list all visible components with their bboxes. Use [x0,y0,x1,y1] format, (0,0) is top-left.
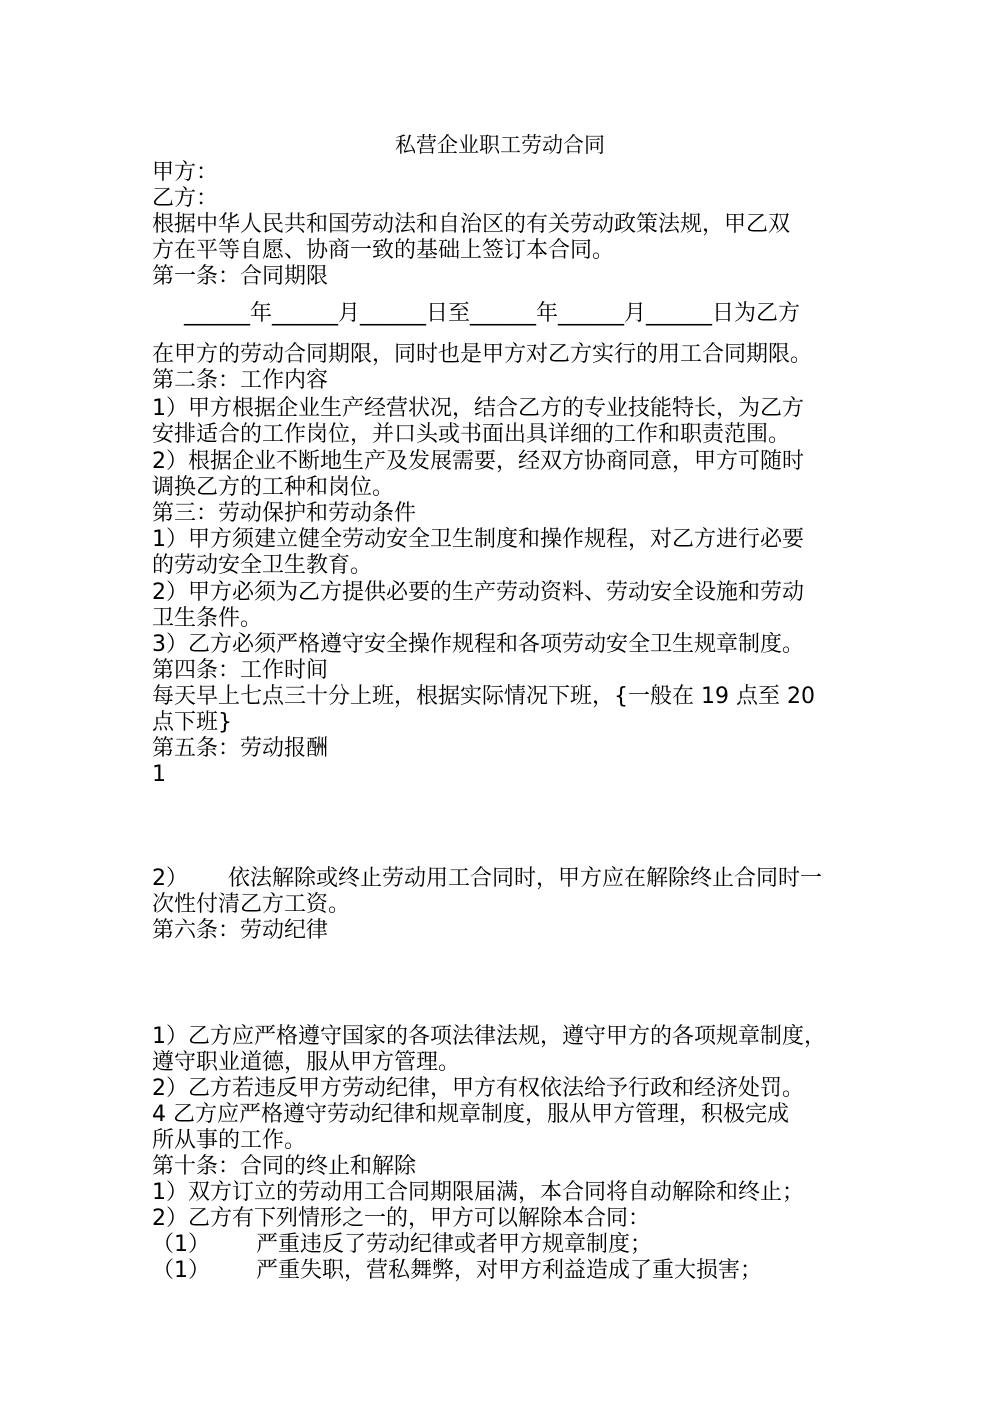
article-10-subitem-b-number: （1） [152,1258,210,1283]
article-4-line-1: 每天早上七点三十分上班，根据实际情况下班，{一般在 19 点至 20 [152,684,815,709]
document-title: 私营企业职工劳动合同 [395,133,605,157]
article-3-item-3: 3）乙方必须严格遵守安全操作规程和各项劳动安全卫生规章制度。 [152,632,804,657]
party-a-line: 甲方： [152,160,219,185]
article-2-item-2-line-2: 调换乙方的工种和岗位。 [152,475,395,500]
article-5-item-2-line-1 [152,866,822,892]
preamble-line-1: 根据中华人民共和国劳动法和自治区的有关劳动政策法规，甲乙双 [152,212,791,237]
article-1-term-line: 在甲方的劳动合同期限，同时也是甲方对乙方实行的用工合同期限。 [152,342,813,367]
article-5-item-2-number: 2） [152,866,188,891]
article-1-heading: 第一条：合同期限 [152,264,329,289]
article-10-subitem-b-text: 严重失职，营私舞弊，对甲方利益造成了重大损害； [256,1258,763,1283]
preamble-line-2: 方在平等自愿、协商一致的基础上签订本合同。 [152,238,615,263]
article-3-heading: 第三：劳动保护和劳动条件 [152,501,417,526]
article-6-heading: 第六条：劳动纪律 [152,918,329,943]
article-10-heading: 第十条：合同的终止和解除 [152,1154,417,1179]
article-2-item-1-line-1: 1）甲方根据企业生产经营状况，结合乙方的专业技能特长，为乙方 [152,396,804,421]
article-10-item-1: 1）双方订立的劳动用工合同期限届满，本合同将自动解除和终止； [152,1180,804,1205]
article-6-item-4-line-1: 4 乙方应严格遵守劳动纪律和规章制度，服从甲方管理，积极完成 [152,1102,789,1127]
article-4-heading: 第四条：工作时间 [152,658,329,683]
article-5-item-2-line-2: 次性付清乙方工资。 [152,892,351,917]
article-10-subitem-a-text: 严重违反了劳动纪律或者甲方规章制度； [256,1232,653,1257]
article-3-item-2-line-2: 卫生条件。 [152,606,263,631]
article-10-subitem-a-number: （1） [152,1232,210,1257]
article-1-date-line: ______年______月______日至______年______月______日为乙方 [184,301,801,326]
party-b-line: 乙方： [152,186,219,211]
article-10-item-2: 2）乙方有下列情形之一的，甲方可以解除本合同： [152,1206,650,1231]
article-6-item-2: 2）乙方若违反甲方劳动纪律，甲方有权依法给予行政和经济处罚。 [152,1076,804,1101]
article-10-subitem-b [152,1258,762,1284]
article-2-heading: 第二条：工作内容 [152,368,329,393]
article-4-line-2: 点下班} [152,710,232,735]
article-2-item-1-line-2: 安排适合的工作岗位，并口头或书面出具详细的工作和职责范围。 [152,422,791,447]
article-3-item-1-line-1: 1）甲方须建立健全劳动安全卫生制度和操作规程，对乙方进行必要 [152,527,804,552]
article-5-item-2-text: 依法解除或终止劳动用工合同时，甲方应在解除终止合同时一 [228,866,823,891]
article-5-item-1: 1 [152,762,166,787]
article-3-item-2-line-1: 2）甲方必须为乙方提供必要的生产劳动资料、劳动安全设施和劳动 [152,580,804,605]
article-5-heading: 第五条：劳动报酬 [152,736,329,761]
article-6-item-1-line-2: 遵守职业道德，服从甲方管理。 [152,1050,461,1075]
article-6-item-1-line-1: 1）乙方应严格遵守国家的各项法律法规，遵守甲方的各项规章制度， [152,1024,826,1049]
article-3-item-1-line-2: 的劳动安全卫生教育。 [152,553,373,578]
article-2-item-2-line-1: 2）根据企业不断地生产及发展需要，经双方协商同意，甲方可随时 [152,449,804,474]
article-6-item-4-line-2: 所从事的工作。 [152,1128,307,1153]
article-10-subitem-a [152,1232,652,1258]
